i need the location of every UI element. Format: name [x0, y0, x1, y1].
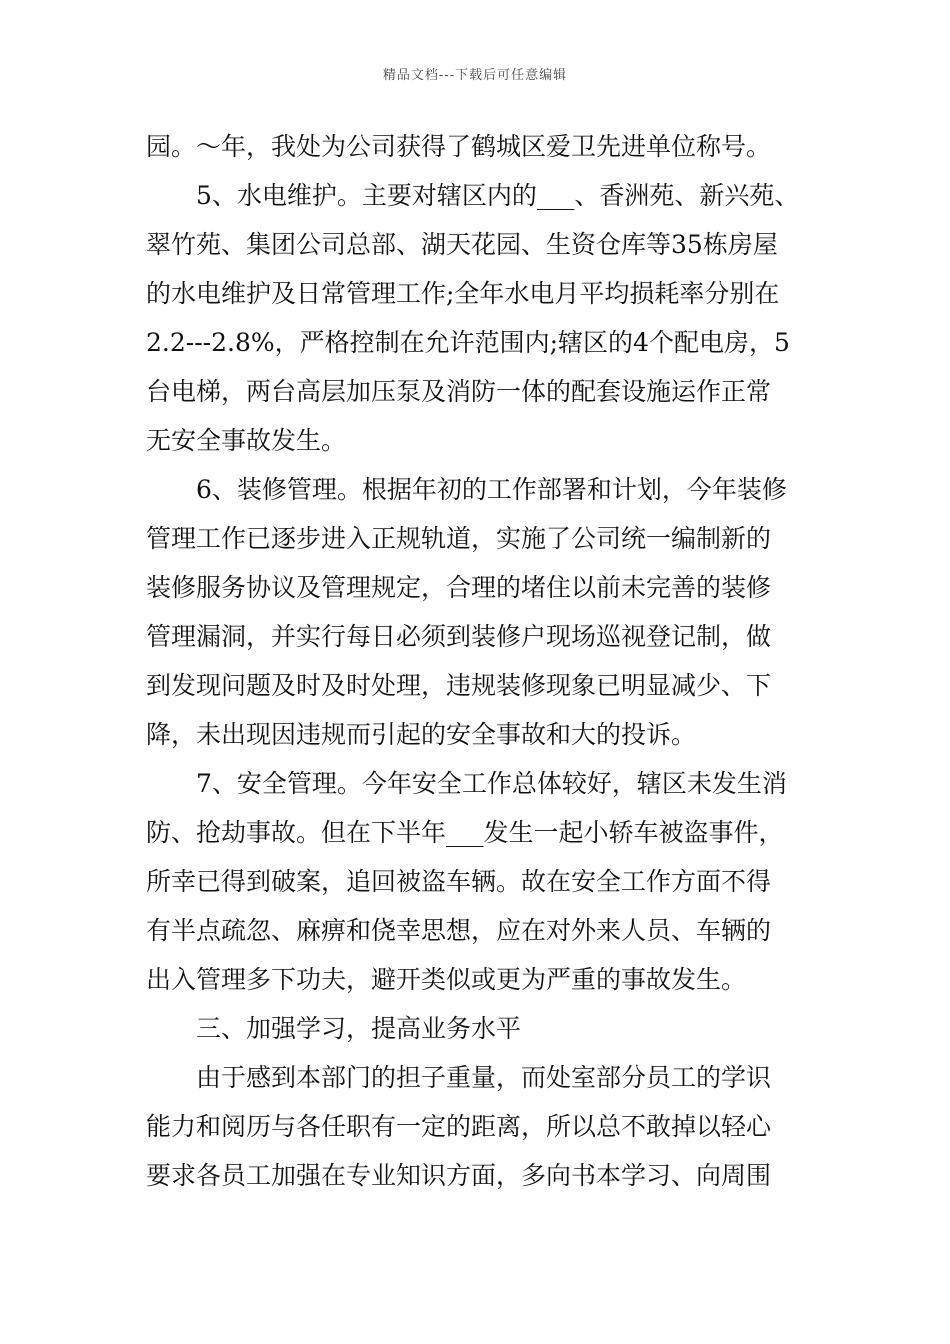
text-line: 能力和阅历与各任职有一定的距离，所以总不敢掉以轻心	[146, 1112, 772, 1141]
text-line: 6、装修管理。根据年初的工作部署和计划，今年装修	[196, 475, 787, 504]
text-line: 三、加强学习，提高业务水平	[196, 1014, 522, 1043]
text-line: 翠竹苑、集团公司总部、湖天花园、生资仓库等35栋房屋	[146, 230, 778, 259]
text-line: 7、安全管理。今年安全工作总体较好，辖区未发生消	[196, 769, 787, 798]
page-header: 精品文档---下载后可任意编辑	[382, 68, 568, 83]
text-line: 所幸已得到破案，追回被盗车辆。故在安全工作方面不得	[146, 867, 772, 896]
text-line: 降，未出现因违规而引起的安全事故和大的投诉。	[146, 720, 697, 749]
text-line: 无安全事故发生。	[146, 426, 347, 455]
text-line: 装修服务协议及管理规定，合理的堵住以前未完善的装修	[146, 573, 772, 602]
document-body	[146, 127, 810, 1205]
text-line: 台电梯，两台高层加压泵及消防一体的配套设施运作正常	[146, 377, 772, 406]
text-line: 出入管理多下功夫，避开类似或更为严重的事故发生。	[146, 965, 747, 994]
text-line: 由于感到本部门的担子重量，而处室部分员工的学识	[196, 1063, 772, 1092]
text-line: 要求各员工加强在专业知识方面，多向书本学习、向周围	[146, 1161, 772, 1190]
text-line: 管理工作已逐步进入正规轨道，实施了公司统一编制新的	[146, 524, 772, 553]
text-line: 园。～年，我处为公司获得了鹤城区爱卫先进单位称号。	[146, 132, 772, 161]
text-line: 5、水电维护。主要对辖区内的___、香洲苑、新兴苑、	[196, 181, 800, 210]
text-line: 2.2---2.8%，严格控制在允许范围内;辖区的4个配电房，5	[146, 328, 790, 357]
text-line: 防、抢劫事故。但在下半年___发生一起小轿车被盗事件，	[146, 818, 784, 847]
text-line: 有半点疏忽、麻痹和侥幸思想，应在对外来人员、车辆的	[146, 916, 772, 945]
text-line: 的水电维护及日常管理工作;全年水电月平均损耗率分别在	[146, 279, 780, 308]
text-line: 到发现问题及时及时处理，违规装修现象已明显减少、下	[146, 671, 772, 700]
text-line: 管理漏洞，并实行每日必须到装修户现场巡视登记制，做	[146, 622, 772, 651]
